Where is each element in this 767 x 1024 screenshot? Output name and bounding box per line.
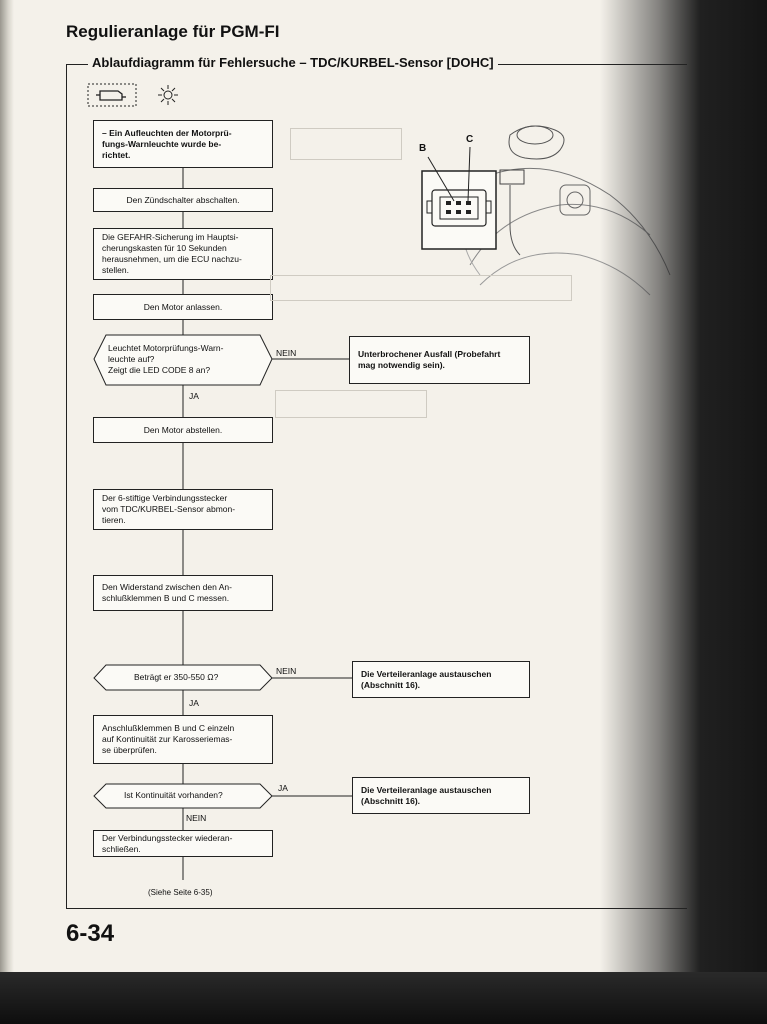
step-reconnect-connector: Der Verbindungsstecker wiederan- schließen. — [93, 830, 273, 857]
decision-resistance-yes-label: JA — [189, 698, 199, 708]
see-page-reference: (Siehe Seite 6-35) — [148, 888, 213, 897]
page-number: 6-34 — [66, 920, 115, 947]
step-ignition-off: Den Zündschalter abschalten. — [93, 188, 273, 212]
bleed-through-box — [275, 390, 427, 418]
bleed-through-box — [270, 275, 572, 301]
section-subtitle: Ablaufdiagramm für Fehlersuche – TDC/KURBEL-Sensor [DOHC] — [88, 55, 498, 70]
page-shadow — [600, 0, 767, 972]
step-measure-resistance: Den Widerstand zwischen den An- schlußklemmen B und C messen. — [93, 575, 273, 611]
background-surface — [0, 972, 767, 1024]
decision-lamp-no-label: NEIN — [276, 348, 297, 358]
decision-lamp-yes-label: JA — [189, 391, 199, 401]
step-start-engine: Den Motor anlassen. — [93, 294, 273, 320]
result-replace-distributor-1: Die Verteileranlage austauschen (Abschnitt 16). — [352, 661, 530, 698]
decision-lamp-on: Leuchtet Motorprüfungs-Warn- leuchte auf? Zeigt die LED CODE 8 an? — [108, 343, 224, 375]
decision-resistance-no-label: NEIN — [276, 666, 297, 676]
step-check-continuity: Anschlußklemmen B und C einzeln auf Kontinuität zur Karosseriemas- se überprüfen. — [93, 715, 273, 764]
diagram-label-b: B — [419, 143, 427, 154]
step-remove-fuse: Die GEFAHR-Sicherung im Hauptsi- cherungskasten für 10 Sekunden herausnehmen, um die ECU nachzu- stellen. — [93, 228, 273, 280]
result-intermittent-failure: Unterbrochener Ausfall (Probefahrt mag notwendig sein). — [349, 336, 530, 384]
decision-resistance: Beträgt er 350-550 Ω? — [134, 672, 219, 682]
page-title: Regulieranlage für PGM-FI — [66, 22, 280, 41]
step-disconnect-connector: Der 6-stiftige Verbindungsstecker vom TDC/KURBEL-Sensor abmon- tieren. — [93, 489, 273, 530]
diagram-label-c: C — [466, 134, 474, 145]
result-replace-distributor-2: Die Verteileranlage austauschen (Abschnitt 16). — [352, 777, 530, 814]
decision-continuity-yes-label: JA — [278, 783, 288, 793]
decision-continuity-no-label: NEIN — [186, 813, 207, 823]
bleed-through-box — [290, 128, 402, 160]
step-warning-lamp-reported: – Ein Aufleuchten der Motorprü- fungs-Warnleuchte wurde be- richtet. — [93, 120, 273, 168]
decision-continuity: Ist Kontinuität vorhanden? — [124, 790, 223, 800]
step-stop-engine: Den Motor abstellen. — [93, 417, 273, 443]
